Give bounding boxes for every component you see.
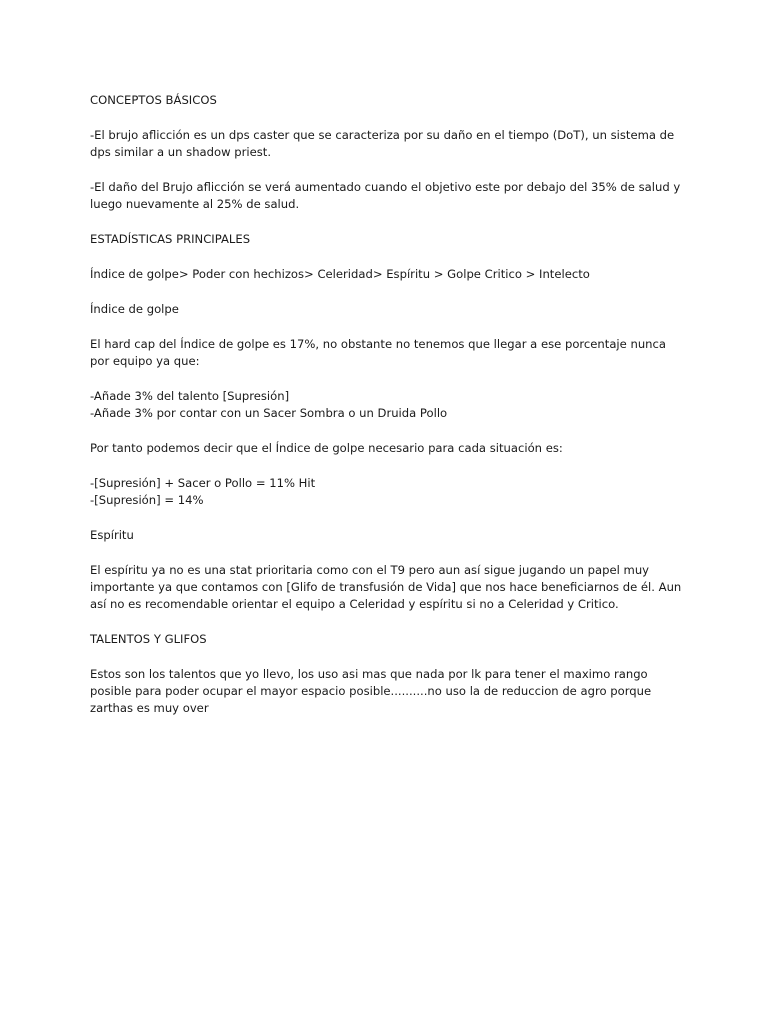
text-line: Índice de golpe> Poder con hechizos> Celeridad> Espíritu > Golpe Critico > Intelecto — [90, 267, 590, 281]
text-line: TALENTOS Y GLIFOS — [90, 632, 207, 646]
text-line: importante ya que contamos con [Glifo de transfusión de Vida] que nos hace beneficiarnos de él. Aun — [90, 580, 682, 594]
list-item: -Añade 3% del talento [Supresión] — [90, 389, 290, 403]
paragraph — [90, 336, 680, 370]
text-line: El hard cap del Índice de golpe es 17%, no obstante no tenemos que llegar a ese porcentaje nunca — [90, 337, 666, 351]
text-line: ESTADÍSTICAS PRINCIPALES — [90, 232, 251, 246]
list-item: -Añade 3% por contar con un Sacer Sombra o un Druida Pollo — [90, 406, 448, 420]
list-item: -[Supresión] + Sacer o Pollo = 11% Hit — [90, 476, 316, 490]
paragraph — [90, 666, 680, 717]
paragraph — [90, 179, 680, 213]
text-line: Espíritu — [90, 528, 134, 542]
heading-estadisticas-principales — [90, 231, 680, 248]
text-line: luego nuevamente al 25% de salud. — [90, 197, 300, 211]
bullet-list — [90, 475, 680, 509]
text-line: CONCEPTOS BÁSICOS — [90, 93, 217, 107]
text-line: Por tanto podemos decir que el Índice de golpe necesario para cada situación es: — [90, 441, 563, 455]
stat-priority-line — [90, 266, 680, 283]
bullet-list — [90, 388, 680, 422]
text-line: -El daño del Brujo aflicción se verá aumentado cuando el objetivo este por debajo del 35% de salud y — [90, 180, 681, 194]
text-line: posible para poder ocupar el mayor espacio posible..........no uso la de reduccion de agro porque — [90, 684, 652, 698]
paragraph — [90, 440, 680, 457]
paragraph — [90, 562, 680, 613]
text-line: Estos son los talentos que yo llevo, los uso asi mas que nada por lk para tener el maximo rango — [90, 667, 648, 681]
text-line: dps similar a un shadow priest. — [90, 145, 272, 159]
text-line: por equipo ya que: — [90, 354, 200, 368]
document-body — [90, 92, 680, 735]
text-line: zarthas es muy over — [90, 701, 209, 715]
text-line: El espíritu ya no es una stat prioritaria como con el T9 pero aun así sigue jugando un papel muy — [90, 563, 650, 577]
text-line: así no es recomendable orientar el equipo a Celeridad y espíritu si no a Celeridad y Critico. — [90, 597, 619, 611]
paragraph — [90, 127, 680, 161]
text-line: Índice de golpe — [90, 302, 179, 316]
heading-conceptos-basicos — [90, 92, 680, 109]
text-line: -El brujo aflicción es un dps caster que se caracteriza por su daño en el tiempo (DoT), un sistema de — [90, 128, 675, 142]
heading-talentos-y-glifos — [90, 631, 680, 648]
list-item: -[Supresión] = 14% — [90, 493, 204, 507]
subheading-indice-de-golpe — [90, 301, 680, 318]
subheading-espiritu — [90, 527, 680, 544]
